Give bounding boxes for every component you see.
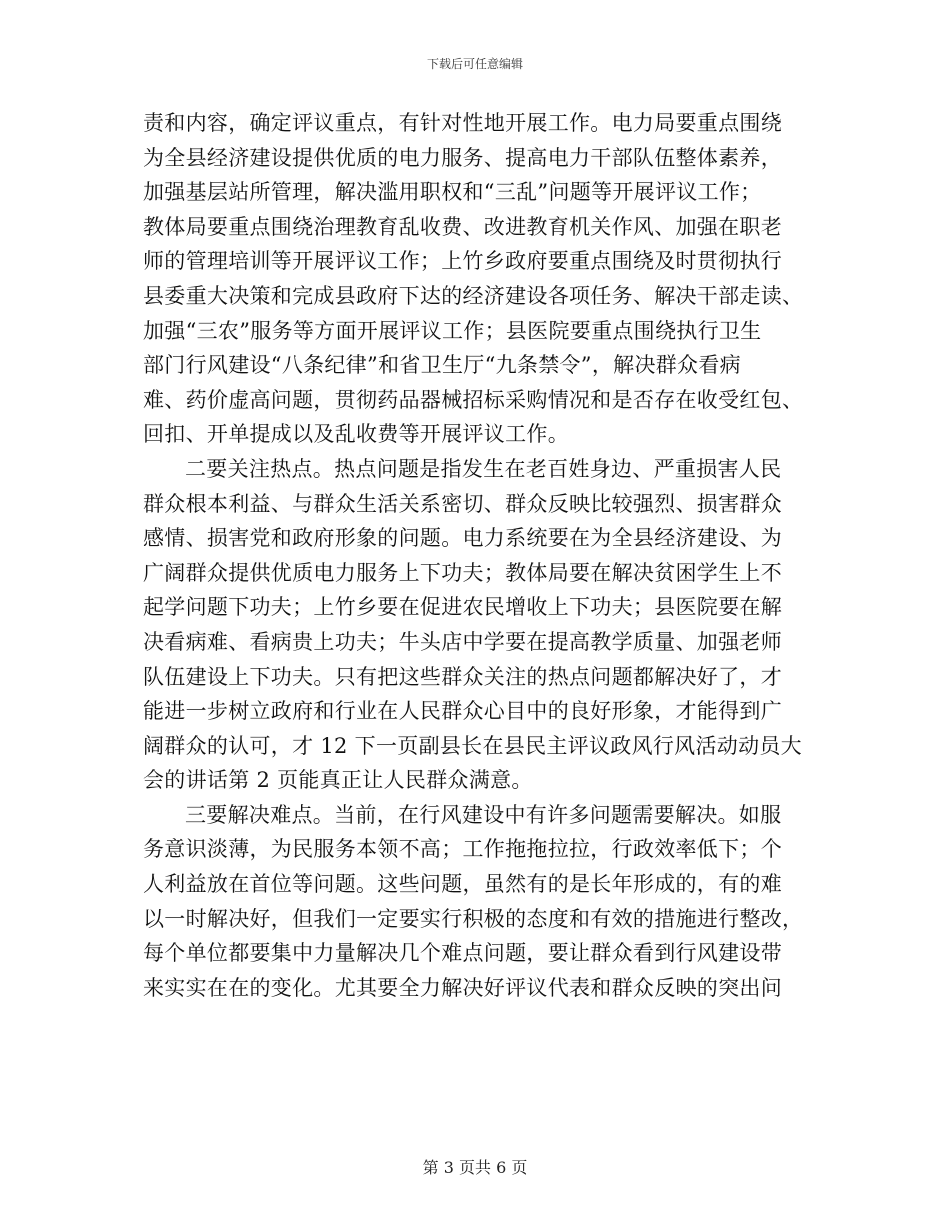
text-line: 会的讲话第 2 页能真正让人民群众满意。: [143, 768, 533, 793]
text-line: 能进一步树立政府和行业在人民群众心目中的良好形象，才能得到广: [143, 699, 782, 724]
text-line: 队伍建设上下功夫。只有把这些群众关注的热点问题都解决好了，才: [143, 664, 782, 689]
paragraph-start-line: 二要关注热点。热点问题是指发生在老百姓身边、严重损害人民: [185, 456, 782, 481]
text-line: 加强“三农”服务等方面开展评议工作；县医院要重点围绕执行卫生: [143, 318, 762, 343]
text-line: 以一时解决好，但我们一定要实行积极的态度和有效的措施进行整改，: [143, 906, 804, 931]
text-line: 务意识淡薄，为民服务本领不高；工作拖拖拉拉，行政效率低下；个: [143, 837, 782, 862]
document-body: [143, 106, 815, 1005]
text-line: 人利益放在首位等问题。这些问题，虽然有的是长年形成的，有的难: [143, 872, 782, 897]
text-line: 部门行风建设“八条纪律”和省卫生厅“九条禁令”，解决群众看病: [143, 353, 741, 378]
text-line: 县委重大决策和完成县政府下达的经济建设各项任务、解决干部走读、: [143, 283, 804, 308]
text-line: 加强基层站所管理，解决滥用职权和“三乱”问题等开展评议工作；: [143, 180, 762, 205]
text-line: 师的管理培训等开展评议工作；上竹乡政府要重点围绕及时贯彻执行: [143, 249, 782, 274]
text-line: 责和内容，确定评议重点，有针对性地开展工作。电力局要重点围绕: [143, 111, 782, 135]
page-number: 第 3 页共 6 页: [422, 1158, 528, 1177]
text-line: 感情、损害党和政府形象的问题。电力系统要在为全县经济建设、为: [143, 526, 782, 551]
paragraph-start-line: 三要解决难点。当前，在行风建设中有许多问题需要解决。如服: [185, 802, 782, 827]
text-line: 每个单位都要集中力量解决几个难点问题，要让群众看到行风建设带: [143, 941, 782, 966]
text-line: 来实实在在的变化。尤其要全力解决好评议代表和群众反映的突出问: [143, 975, 782, 1000]
text-line: 为全县经济建设提供优质的电力服务、提高电力干部队伍整体素养，: [143, 145, 782, 170]
text-line: 教体局要重点围绕治理教育乱收费、改进教育机关作风、加强在职老: [143, 214, 782, 239]
text-line: 群众根本利益、与群众生活关系密切、群众反映比较强烈、损害群众: [143, 491, 782, 516]
text-line: 阔群众的认可，才 12 下一页副县长在县民主评议政风行风活动动员大: [143, 733, 802, 758]
text-line: 起学问题下功夫；上竹乡要在促进农民增收上下功夫；县医院要在解: [143, 595, 782, 620]
text-line: 决看病难、看病贵上功夫；牛头店中学要在提高教学质量、加强老师: [143, 629, 782, 654]
page-header: 下载后可任意编辑: [426, 57, 523, 71]
text-line: 回扣、开单提成以及乱收费等开展评议工作。: [143, 422, 569, 447]
text-line: 广阔群众提供优质电力服务上下功夫；教体局要在解决贫困学生上不: [143, 560, 782, 585]
text-line: 难、药价虚高问题，贯彻药品器械招标采购情况和是否存在收受红包、: [143, 387, 804, 412]
